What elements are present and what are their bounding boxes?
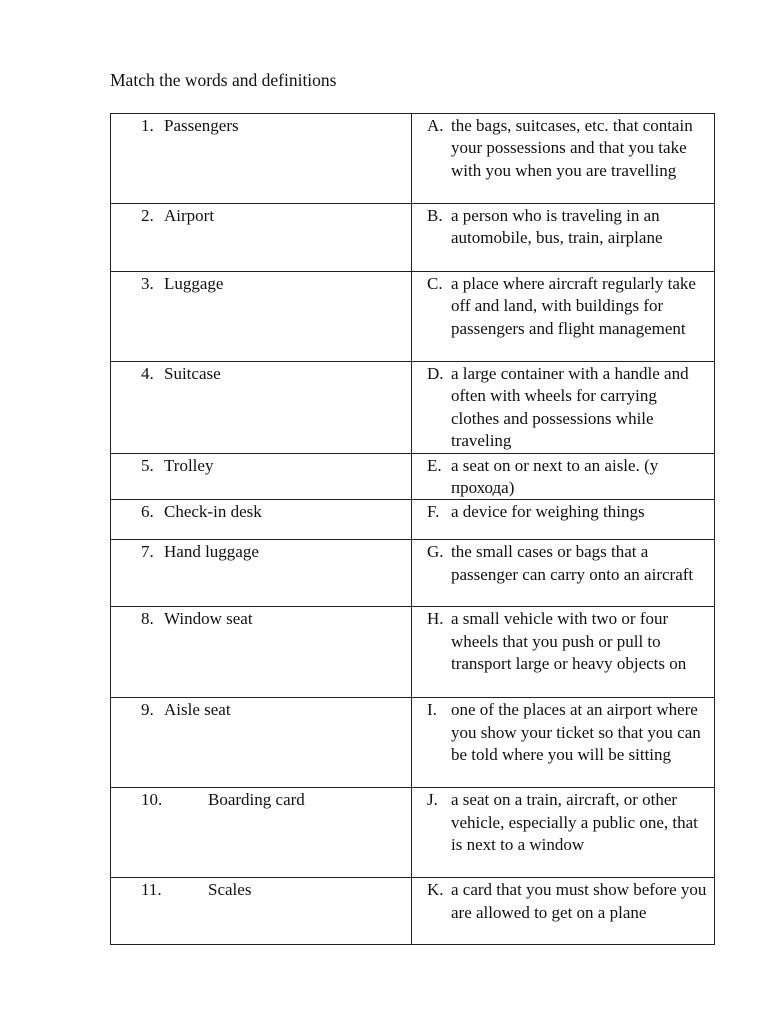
word-text: Suitcase	[164, 364, 221, 383]
table-row	[111, 878, 715, 945]
table-row	[111, 698, 715, 788]
definition-cell	[412, 453, 715, 500]
word-number: 8.	[141, 609, 154, 629]
definition-text: a seat on a train, aircraft, or other vehicle, especially a public one, that is next to a window	[451, 790, 698, 855]
definition-text: the bags, suitcases, etc. that contain your possessions and that you take with you when you are travelling	[451, 116, 693, 180]
word-cell	[111, 114, 412, 204]
table-row	[111, 204, 715, 272]
definition-cell	[412, 698, 715, 788]
definition-letter: F.	[427, 502, 440, 522]
word-cell	[111, 204, 412, 272]
word-cell	[111, 698, 412, 788]
word-cell	[111, 362, 412, 454]
word-text: Passengers	[164, 116, 239, 135]
table-row	[111, 500, 715, 540]
definition-text: a small vehicle with two or four wheels that you push or pull to transport large or heavy objects on	[451, 609, 687, 674]
word-text: Trolley	[164, 455, 214, 475]
worksheet-title: Match the words and definitions	[110, 70, 337, 90]
matching-table	[110, 113, 715, 945]
word-number: 9.	[141, 700, 154, 720]
word-cell	[111, 607, 412, 698]
definition-cell	[412, 788, 715, 878]
word-text: Luggage	[164, 274, 224, 293]
definition-letter: C.	[427, 274, 443, 293]
word-number: 1.	[141, 116, 154, 135]
definition-letter: A.	[427, 116, 444, 135]
definition-letter: G.	[427, 542, 444, 562]
word-cell	[111, 540, 412, 607]
word-number: 2.	[141, 206, 154, 225]
table-row	[111, 272, 715, 362]
definition-cell	[412, 114, 715, 204]
table-row	[111, 362, 715, 454]
definition-cell	[412, 272, 715, 362]
table-row	[111, 607, 715, 698]
definition-cell	[412, 204, 715, 272]
definition-letter: H.	[427, 609, 444, 629]
definition-letter: K.	[427, 880, 444, 900]
definition-cell	[412, 500, 715, 540]
word-number: 7.	[141, 542, 154, 562]
word-number: 6.	[141, 502, 154, 522]
definition-text: a place where aircraft regularly take off and land, with buildings for passengers and flight management	[451, 274, 696, 338]
word-cell	[111, 878, 412, 945]
table-row	[111, 540, 715, 607]
definition-letter: E.	[427, 455, 442, 475]
definition-letter: I.	[427, 700, 437, 720]
definition-cell	[412, 362, 715, 454]
definition-cell	[412, 540, 715, 607]
definition-letter: J.	[427, 790, 438, 810]
word-text: Window seat	[164, 609, 253, 629]
word-text: Aisle seat	[164, 700, 231, 720]
definition-cell	[412, 878, 715, 945]
word-cell	[111, 272, 412, 362]
table-row	[111, 453, 715, 500]
definition-cell	[412, 607, 715, 698]
definition-text: a person who is traveling in an automobile, bus, train, airplane	[451, 206, 663, 248]
definition-text: a device for weighing things	[451, 502, 645, 522]
word-cell	[111, 453, 412, 500]
word-number: 5.	[141, 455, 154, 475]
definition-text: a card that you must show before you are allowed to get on a plane	[451, 880, 707, 922]
word-text: Boarding card	[208, 790, 305, 810]
word-text: Airport	[164, 206, 215, 225]
definition-letter: D.	[427, 364, 444, 383]
table-row	[111, 788, 715, 878]
word-cell	[111, 500, 412, 540]
definition-text: the small cases or bags that a passenger can carry onto an aircraft	[451, 542, 694, 584]
definition-text: one of the places at an airport where you show your ticket so that you can be told where you will be sitting	[451, 700, 701, 765]
word-cell	[111, 788, 412, 878]
word-text: Hand luggage	[164, 542, 259, 562]
definition-text: a seat on or next to an aisle. (у прохода)	[451, 455, 659, 498]
word-text: Scales	[208, 880, 252, 900]
word-number: 10.	[141, 790, 163, 810]
definition-letter: B.	[427, 206, 443, 225]
word-number: 3.	[141, 274, 154, 293]
word-text: Check-in desk	[164, 502, 262, 522]
definition-text: a large container with a handle and often with wheels for carrying clothes and possessions while traveling	[451, 364, 689, 451]
word-number: 11.	[141, 880, 162, 900]
word-number: 4.	[141, 364, 154, 383]
table-row	[111, 114, 715, 204]
